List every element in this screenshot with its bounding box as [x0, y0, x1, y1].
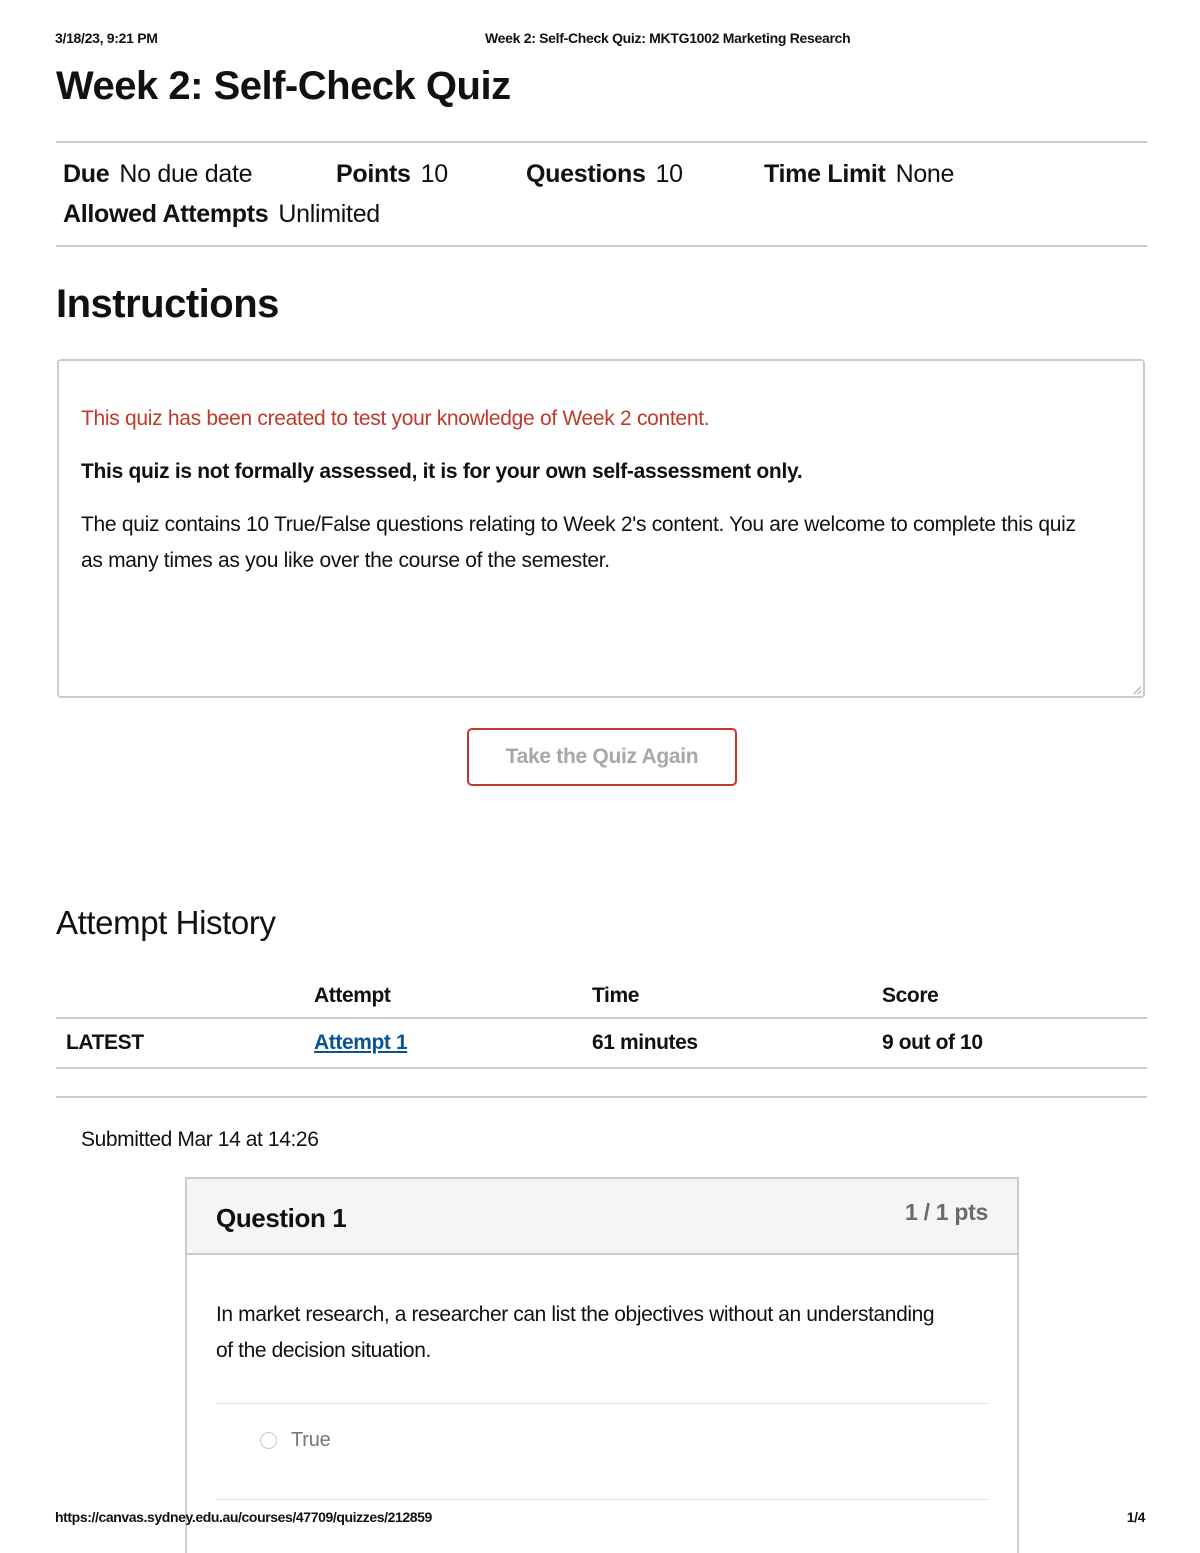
- due-value: No due date: [119, 160, 253, 188]
- question-title: Question 1: [216, 1203, 347, 1233]
- time-limit-label: Time Limit: [764, 160, 886, 188]
- attempts-label: Allowed Attempts: [63, 200, 269, 228]
- questions-value: 10: [655, 160, 683, 188]
- page-title: Week 2: Self-Check Quiz: [56, 64, 511, 108]
- answer-divider-bottom: [216, 1499, 989, 1500]
- attempt-table-header-row: [56, 975, 1147, 1018]
- question-card: [185, 1177, 1019, 1553]
- divider-submission: [56, 1096, 1147, 1098]
- quiz-points: [336, 160, 448, 189]
- print-document-title: Week 2: Self-Check Quiz: MKTG1002 Marketing Research: [485, 30, 851, 46]
- column-header-tag: [56, 975, 314, 1018]
- instructions-heading: Instructions: [56, 282, 279, 326]
- attempt-tag-latest: LATEST: [56, 1018, 314, 1068]
- attempts-value: Unlimited: [278, 200, 380, 228]
- questions-label: Questions: [526, 160, 646, 188]
- points-label: Points: [336, 160, 411, 188]
- radio-button-icon[interactable]: [260, 1432, 277, 1449]
- print-footer: [55, 1509, 1145, 1527]
- quiz-questions: [526, 160, 683, 189]
- instructions-body: The quiz contains 10 True/False questions relating to Week 2's content. You are welcome to complete this quiz as many times as you like over the course of the semester.: [81, 513, 1076, 572]
- column-header-attempt: Attempt: [314, 975, 592, 1018]
- instructions-assessment-note: This quiz is not formally assessed, it is for your own self-assessment only.: [81, 460, 803, 483]
- divider-top: [56, 141, 1147, 143]
- column-header-score: Score: [882, 975, 1147, 1018]
- question-text: In market research, a researcher can list the objectives without an understanding of the decision situation.: [216, 1303, 935, 1362]
- take-quiz-again-button[interactable]: Take the Quiz Again: [467, 728, 737, 786]
- answer-option-true[interactable]: [260, 1427, 331, 1453]
- time-limit-value: None: [895, 160, 955, 188]
- quiz-due: [63, 160, 252, 189]
- quiz-allowed-attempts: [63, 200, 380, 229]
- answer-divider-top: [216, 1403, 989, 1404]
- table-row: [56, 1018, 1147, 1068]
- attempt-history-table: [56, 975, 1147, 1069]
- print-header: [55, 30, 1145, 48]
- quiz-time-limit: [764, 160, 954, 189]
- due-label: Due: [63, 160, 110, 188]
- question-header: [187, 1179, 1017, 1255]
- submitted-timestamp: Submitted Mar 14 at 14:26: [81, 1128, 319, 1151]
- column-header-time: Time: [592, 975, 882, 1018]
- resize-grip-icon[interactable]: [1133, 686, 1141, 694]
- attempt-time: 61 minutes: [592, 1018, 882, 1068]
- instructions-box[interactable]: [57, 359, 1145, 698]
- instructions-intro: This quiz has been created to test your knowledge of Week 2 content.: [81, 407, 710, 430]
- points-value: 10: [420, 160, 448, 188]
- print-page-number: 1/4: [1126, 1509, 1145, 1525]
- answer-label-true: True: [291, 1428, 331, 1451]
- print-datetime: 3/18/23, 9:21 PM: [55, 30, 158, 46]
- question-points: 1 / 1 pts: [905, 1199, 988, 1225]
- attempt-score: 9 out of 10: [882, 1018, 1147, 1068]
- attempt-history-heading: Attempt History: [56, 904, 276, 941]
- print-url: https://canvas.sydney.edu.au/courses/47709/quizzes/212859: [55, 1509, 432, 1525]
- attempt-link[interactable]: Attempt 1: [314, 1031, 408, 1054]
- divider-details: [56, 245, 1147, 247]
